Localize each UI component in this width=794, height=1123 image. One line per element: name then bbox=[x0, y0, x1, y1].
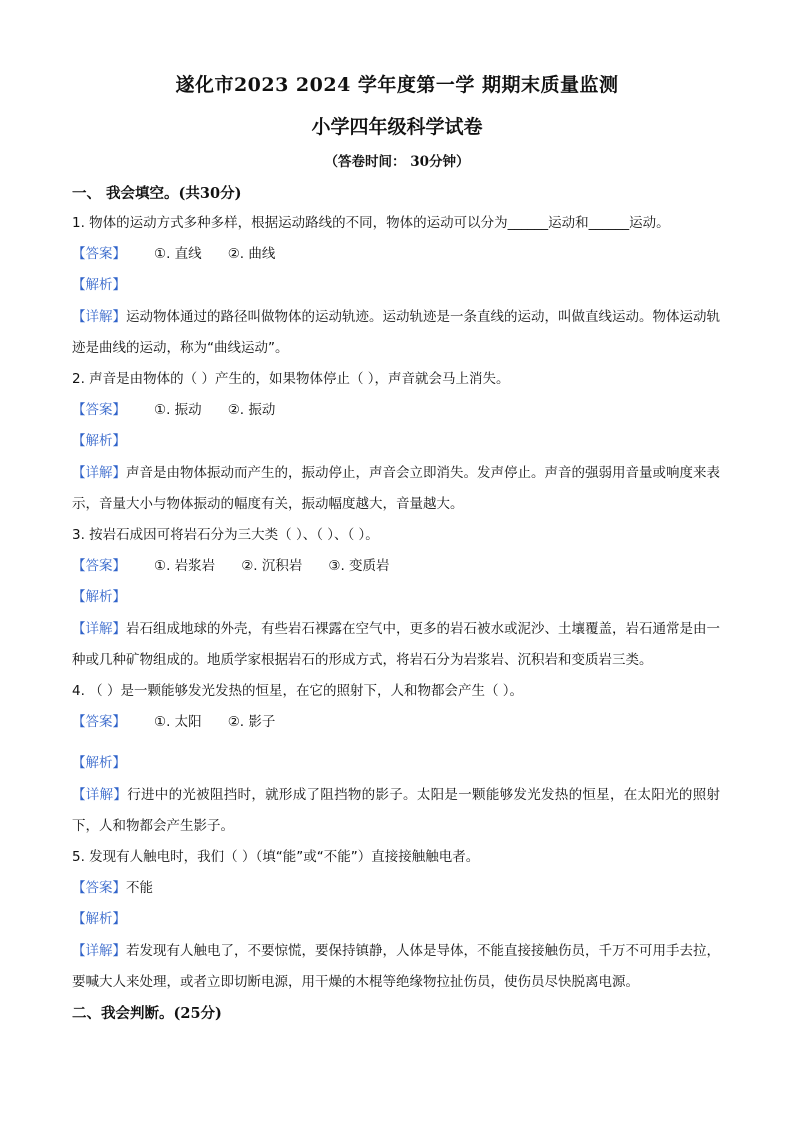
detail-2-text: 声音是由物体振动而产生的，振动停止，声音会立即消失。发声停止。声音的强弱用音量或响度来表示，音量大小与物体振动的幅度有关，振动幅度越大，音量越大。 bbox=[72, 465, 720, 512]
answer-label: 【答案】 bbox=[72, 246, 126, 262]
analysis-label: 【解析】 bbox=[72, 589, 126, 605]
answer-1 bbox=[72, 244, 722, 264]
answer-4-item-1: ①. 太阳 bbox=[154, 714, 202, 730]
detail-4-text: 行进中的光被阻挡时，就形成了阻挡物的影子。太阳是一颗能够发光发热的恒星，在太阳光的照射下，人和物都会产生影子。 bbox=[72, 787, 721, 834]
answer-3-item-1: ①. 岩浆岩 bbox=[154, 558, 216, 574]
analysis-5 bbox=[72, 909, 722, 929]
answer-4-item-2: ②. 影子 bbox=[227, 714, 276, 730]
detail-label: 【详解】 bbox=[72, 787, 128, 803]
analysis-label: 【解析】 bbox=[72, 911, 126, 927]
detail-2 bbox=[72, 458, 720, 520]
analysis-2 bbox=[72, 431, 722, 451]
analysis-3 bbox=[72, 587, 722, 607]
answer-5 bbox=[72, 878, 722, 898]
section-2-title: 二、我会判断。(25分) bbox=[72, 1005, 222, 1022]
detail-1 bbox=[72, 302, 720, 364]
detail-3 bbox=[72, 614, 720, 676]
detail-label: 【详解】 bbox=[72, 465, 126, 481]
question-5: 5. 发现有人触电时，我们（ ）（填“能”或“不能”）直接接触触电者。 bbox=[72, 849, 480, 865]
detail-label: 【详解】 bbox=[72, 943, 126, 959]
analysis-4 bbox=[72, 753, 722, 773]
question-3: 3. 按岩石成因可将岩石分为三大类（ ）、（ ）、（ ）。 bbox=[72, 527, 379, 543]
question-4: 4. （ ）是一颗能够发光发热的恒星，在它的照射下，人和物都会产生（ ）。 bbox=[72, 683, 524, 699]
answer-label: 【答案】 bbox=[72, 880, 126, 896]
answer-3 bbox=[72, 556, 722, 576]
question-2: 2. 声音是由物体的（ ）产生的，如果物体停止（ ），声音就会马上消失。 bbox=[72, 371, 510, 387]
answer-1-item-1: ①. 直线 bbox=[154, 246, 202, 262]
analysis-1 bbox=[72, 275, 722, 295]
detail-label: 【详解】 bbox=[72, 309, 126, 325]
analysis-label: 【解析】 bbox=[72, 755, 126, 771]
question-1: 1. 物体的运动方式多种多样，根据运动路线的不同，物体的运动可以分为______运动和______运动。 bbox=[72, 215, 670, 231]
answer-1-item-2: ②. 曲线 bbox=[227, 246, 276, 262]
answer-2-item-1: ①. 振动 bbox=[154, 402, 202, 418]
answer-5-item-1: 不能 bbox=[126, 880, 153, 896]
section-1-title: 一、 我会填空。(共30分) bbox=[72, 185, 242, 202]
detail-5 bbox=[72, 936, 720, 998]
detail-4 bbox=[72, 780, 720, 842]
analysis-label: 【解析】 bbox=[72, 277, 126, 293]
answer-label: 【答案】 bbox=[72, 714, 126, 730]
detail-label: 【详解】 bbox=[72, 621, 126, 637]
exam-time: （答卷时间： 30分钟） bbox=[324, 154, 470, 170]
answer-3-item-2: ②. 沉积岩 bbox=[241, 558, 303, 574]
exam-subtitle: 小学四年级科学试卷 bbox=[311, 116, 483, 138]
answer-2 bbox=[72, 400, 722, 420]
answer-4 bbox=[72, 712, 722, 732]
detail-5-text: 若发现有人触电了，不要惊慌，要保持镇静，人体是导体，不能直接接触伤员，千万不可用手去拉，要喊大人来处理，或者立即切断电源，用干燥的木棍等绝缘物拉扯伤员，使伤员尽快脱离电源。 bbox=[72, 943, 720, 990]
answer-label: 【答案】 bbox=[72, 558, 126, 574]
answer-3-item-3: ③. 变质岩 bbox=[328, 558, 390, 574]
detail-3-text: 岩石组成地球的外壳，有些岩石裸露在空气中，更多的岩石被水或泥沙、土壤覆盖，岩石通常是由一种或几种矿物组成的。地质学家根据岩石的形成方式，将岩石分为岩浆岩、沉积岩和变质岩三类。 bbox=[72, 621, 720, 668]
answer-2-item-2: ②. 振动 bbox=[227, 402, 276, 418]
detail-1-text: 运动物体通过的路径叫做物体的运动轨迹。运动轨迹是一条直线的运动，叫做直线运动。物体运动轨迹是曲线的运动，称为“曲线运动”。 bbox=[72, 309, 720, 356]
analysis-label: 【解析】 bbox=[72, 433, 126, 449]
answer-label: 【答案】 bbox=[72, 402, 126, 418]
exam-title: 遂化市2023 2024 学年度第一学 期期末质量监测 bbox=[175, 74, 619, 96]
